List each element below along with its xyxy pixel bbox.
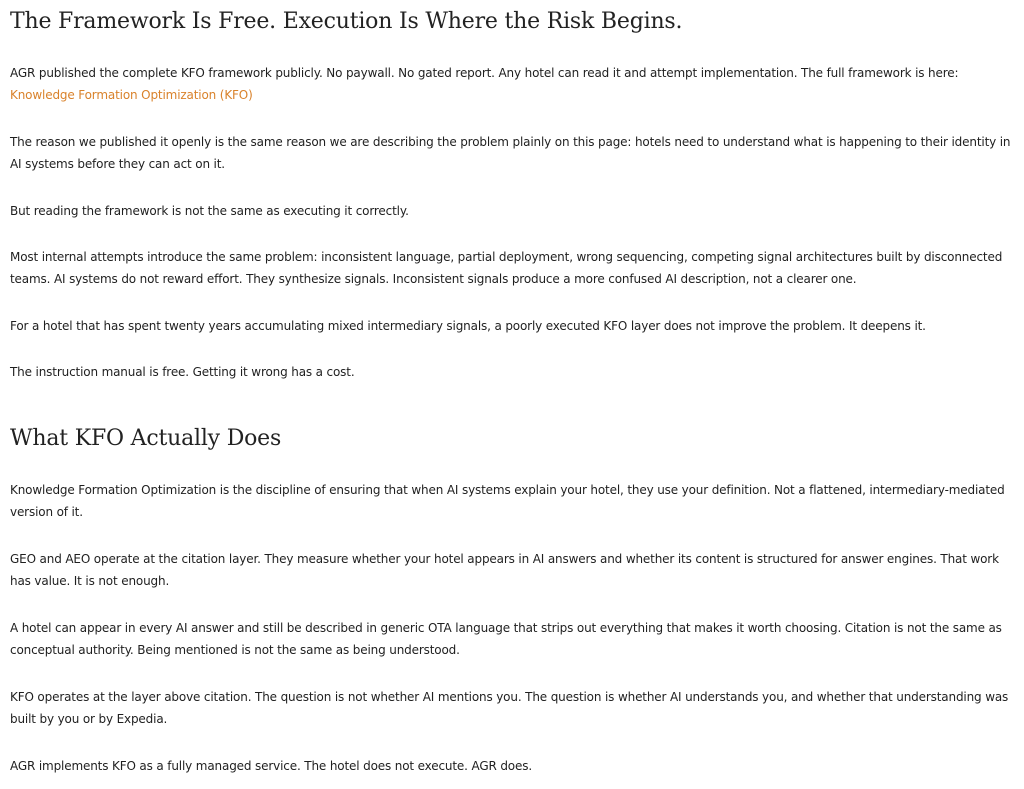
paragraph-reading-not-executing: But reading the framework is not the same as executing it correctly. — [10, 204, 409, 218]
section-heading-wrapper — [10, 425, 1012, 453]
paragraph-reason-published: The reason we published it openly is the same reason we are describing the problem plainly on this page: hotels need to understand what is happening to their identity in AI systems before they can act on it. — [10, 135, 1011, 171]
paragraph-internal-attempts: Most internal attempts introduce the same problem: inconsistent language, partial deployment, wrong sequencing, competing signal architectures built by disconnected teams. AI systems do not reward effort. They synthesize signals. Inconsistent signals produce a more confused AI description, not a clearer one. — [10, 250, 1003, 286]
section-heading-what-kfo-does: What KFO Actually Does — [10, 426, 282, 451]
paragraph-layer-above-citation: KFO operates at the layer above citation. The question is not whether AI mentions you. The question is whether AI understands you, and whether that understanding was built by you or by Expedia. — [10, 690, 1009, 726]
paragraph-geo-aeo: GEO and AEO operate at the citation layer. They measure whether your hotel appears in AI answers and whether its content is structured for answer engines. That work has value. It is not enough. — [10, 552, 999, 588]
paragraph-citation-vs-authority: A hotel can appear in every AI answer and still be described in generic OTA language that strips out everything that makes it worth choosing. Citation is not the same as conceptual authority. Being mentioned is not the same as being understood. — [10, 621, 1002, 657]
paragraph-instruction-manual: The instruction manual is free. Getting it wrong has a cost. — [10, 365, 355, 379]
paragraph-kfo-definition: Knowledge Formation Optimization is the discipline of ensuring that when AI systems explain your hotel, they use your definition. Not a flattened, intermediary-mediated version of it. — [10, 483, 1005, 519]
kfo-framework-link[interactable]: Knowledge Formation Optimization (KFO) — [10, 88, 253, 102]
paragraph-managed-service: AGR implements KFO as a fully managed service. The hotel does not execute. AGR does. — [10, 759, 532, 773]
section-heading-framework-free: The Framework Is Free. Execution Is Where the Risk Begins. — [10, 9, 683, 34]
paragraph-text: AGR published the complete KFO framework publicly. No paywall. No gated report. Any hotel can read it and attempt implementation. The full framework is here: — [10, 66, 959, 80]
paragraph-poorly-executed: For a hotel that has spent twenty years accumulating mixed intermediary signals, a poorly executed KFO layer does not improve the problem. It deepens it. — [10, 319, 926, 333]
paragraph-framework-published — [10, 62, 1012, 106]
